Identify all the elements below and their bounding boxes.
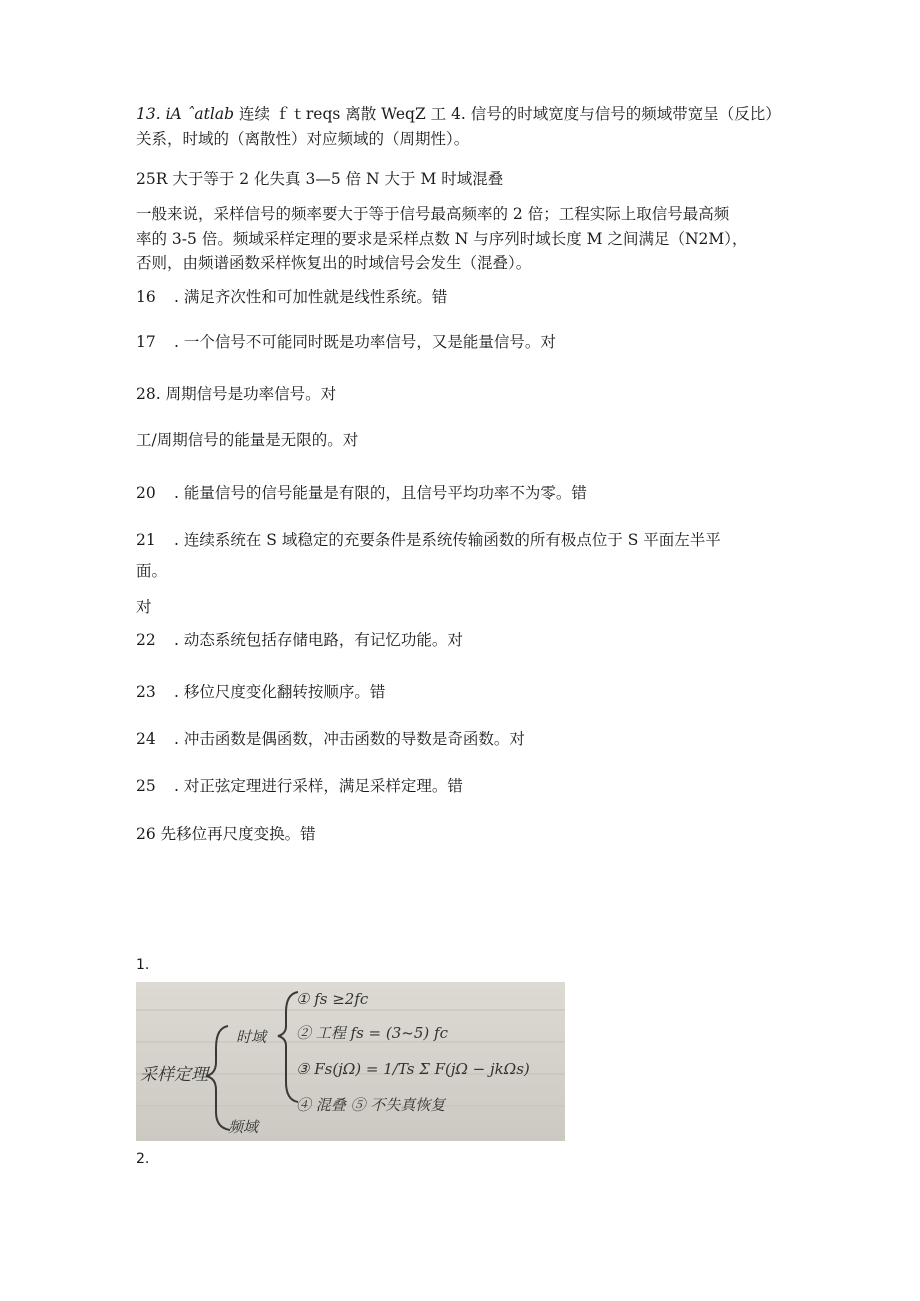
hw-item-4: ④ 混叠 ⑤ 不失真恢复 [296, 1096, 446, 1114]
item-number: 21 [136, 531, 156, 549]
item-16 [136, 286, 447, 308]
figure-label-1: 1. [136, 957, 150, 973]
item-22 [136, 629, 463, 651]
item-text: . 冲击函数是偶函数，冲击函数的导数是奇函数。对 [174, 730, 525, 748]
item-text: . 动态系统包括存储电路，有记忆功能。对 [174, 631, 463, 649]
item-number: 23 [136, 683, 156, 701]
item-number: 22 [136, 631, 156, 649]
text-line-6: 否则，由频谱函数采样恢复出的时域信号会发生（混叠）。 [136, 254, 532, 272]
item-26: 26 先移位再尺度变换。错 [136, 825, 316, 843]
hw-root: 采样定理 [140, 1065, 208, 1085]
hw-item-3: ③ Fs(jΩ) = 1/Ts Σ F(jΩ − jkΩs) [296, 1060, 530, 1078]
handwriting-drawing [136, 982, 565, 1141]
text-line-3: 25R 大于等于 2 化失真 3—5 倍 N 大于 M 时域混叠 [136, 170, 504, 188]
item-21-answer: 对 [136, 598, 152, 616]
hw-item-2: ② 工程 fs = (3~5) fc [296, 1024, 448, 1042]
item-25 [136, 775, 463, 797]
item-text: . 满足齐次性和可加性就是线性系统。错 [174, 288, 448, 306]
item-21 [136, 529, 721, 551]
item-text: . 连续系统在 S 域稳定的充要条件是系统传输函数的所有极点位于 S 平面左半平 [174, 531, 721, 549]
hw-item-1: ① fs ≥2fc [296, 990, 369, 1008]
text-line-1-rest: 连续 ｆｔreqs 离散 WeqZ 工 4. 信号的时域宽度与信号的频域带宽呈（反比） [238, 105, 781, 123]
item-number: 16 [136, 288, 156, 306]
text-line-5: 率的 3-5 倍。频域采样定理的要求是采样点数 N 与序列时域长度 M 之间满足（N2M）， [136, 230, 748, 248]
text-line-2: 关系，时域的（离散性）对应频域的（周期性）。 [136, 130, 470, 148]
item-text: . 一个信号不可能同时既是功率信号，又是能量信号。对 [174, 333, 556, 351]
item-text: . 移位尺度变化翻转按顺序。错 [174, 683, 386, 701]
item-24 [136, 728, 525, 750]
item-text: . 对正弦定理进行采样，满足采样定理。错 [174, 777, 463, 795]
item-28: 28. 周期信号是功率信号。对 [136, 385, 337, 403]
handwritten-notes-photo [136, 982, 565, 1141]
item-number: 17 [136, 333, 156, 351]
item-number: 25 [136, 777, 156, 795]
hw-branch-a: 时域 [236, 1028, 267, 1046]
item-20 [136, 482, 587, 504]
text-line-1-italic: 13. iA ˆatlab [136, 105, 234, 123]
text-line-4: 一般来说，采样信号的频率要大于等于信号最高频率的 2 倍；工程实际上取信号最高频 [136, 205, 730, 223]
item-number: 20 [136, 484, 156, 502]
item-23 [136, 681, 385, 703]
figure-label-2: 2. [136, 1151, 150, 1167]
hw-branch-b: 频域 [228, 1118, 259, 1136]
inner-brace [278, 992, 298, 1102]
item-number: 24 [136, 730, 156, 748]
item-19: 工/周期信号的能量是无限的。对 [136, 431, 359, 449]
item-17 [136, 331, 556, 353]
text-line-1 [136, 103, 781, 125]
item-21-cont: 面。 [136, 562, 168, 580]
item-text: . 能量信号的信号能量是有限的，且信号平均功率不为零。错 [174, 484, 587, 502]
